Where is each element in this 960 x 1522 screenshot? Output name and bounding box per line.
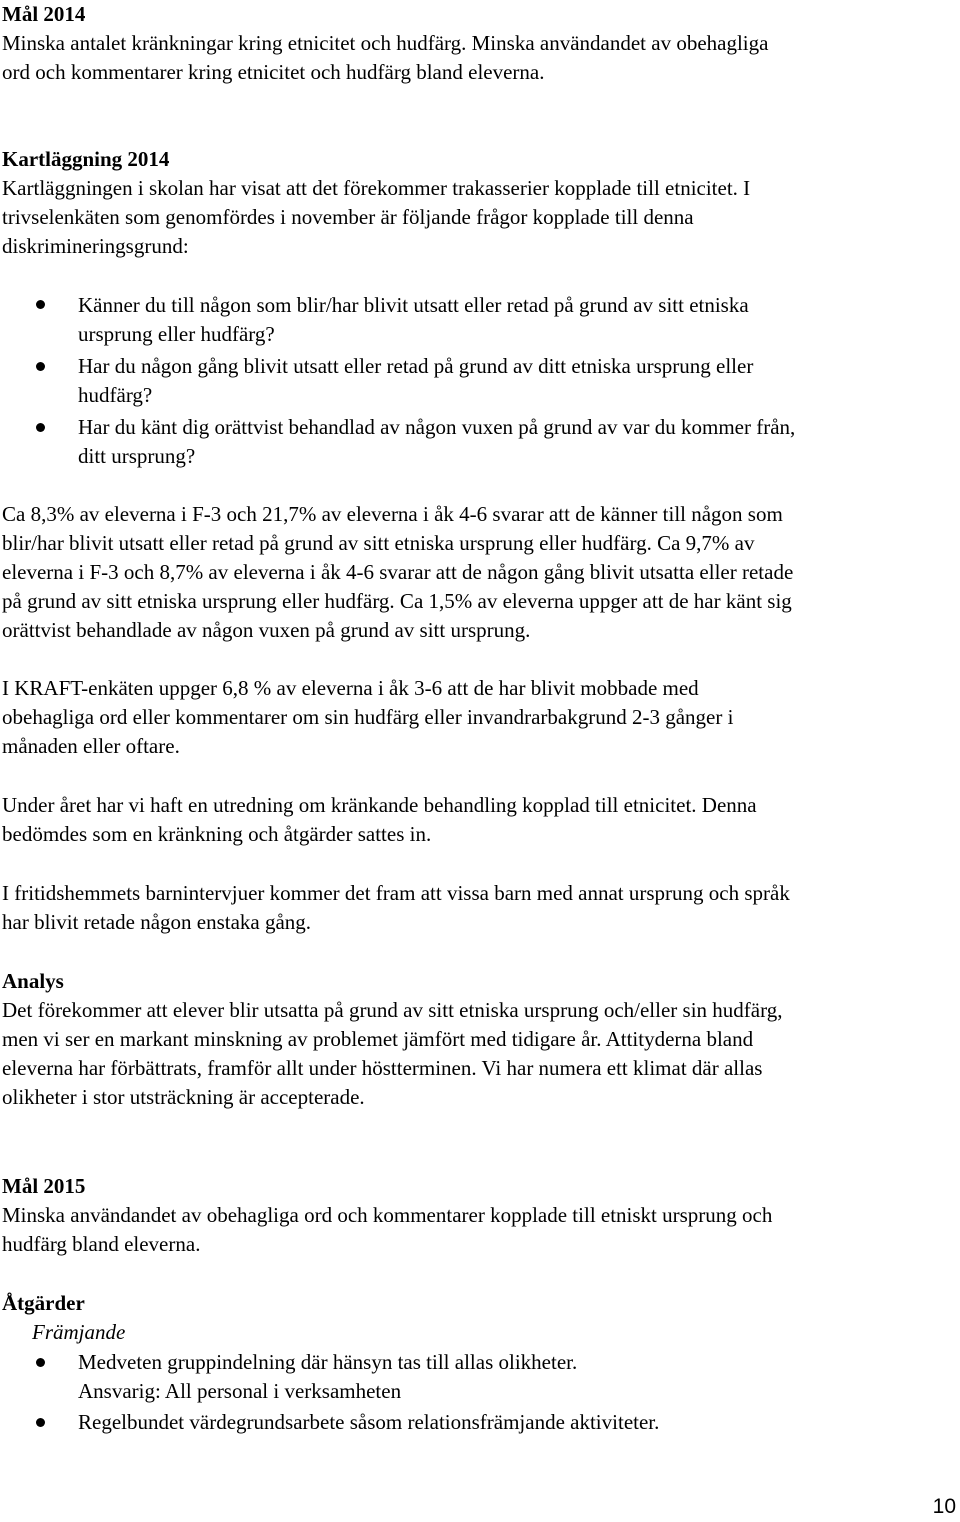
goal-2014-heading: Mål 2014 — [2, 2, 86, 26]
actions-heading: Åtgärder — [2, 1291, 85, 1315]
survey-2014-text-line: diskrimineringsgrund: — [2, 234, 189, 258]
survey-2014-text-line: Kartläggningen i skolan har visat att det förekommer trakasserier kopplade till etnicitet. I — [2, 176, 751, 200]
kraft-text-line: I KRAFT-enkäten uppger 6,8 % av eleverna i åk 3-6 att de har blivit mobbade med — [2, 676, 699, 700]
goal-2014-text-line: ord och kommentarer kring etnicitet och hudfärg bland eleverna. — [2, 60, 545, 84]
goal-2014-text-line: Minska antalet kränkningar kring etnicitet och hudfärg. Minska användandet av obehagliga — [2, 31, 769, 55]
analysis-heading: Analys — [2, 969, 64, 993]
fritids-text-line: I fritidshemmets barnintervjuer kommer det fram att vissa barn med annat ursprung och språk — [2, 881, 790, 905]
question-line: ditt ursprung? — [78, 444, 196, 468]
bullet-icon — [36, 1358, 45, 1367]
kraft-text-line: obehagliga ord eller kommentarer om sin hudfärg eller invandrarbakgrund 2-3 gånger i — [2, 705, 734, 729]
question-line: Har du någon gång blivit utsatt eller retad på grund av ditt etniska ursprung eller — [78, 354, 754, 378]
goal-2015-heading: Mål 2015 — [2, 1174, 86, 1198]
results-text-line: på grund av sitt etniska ursprung eller hudfärg. Ca 1,5% av eleverna uppger att de har känt sig — [2, 589, 792, 613]
survey-2014-text-line: trivselenkäten som genomfördes i november är följande frågor kopplade till denna — [2, 205, 694, 229]
goal-2015-text-line: hudfärg bland eleverna. — [2, 1232, 201, 1256]
analysis-text-line: eleverna har förbättrats, framför allt under höstterminen. Vi har numera ett klimat där allas — [2, 1056, 763, 1080]
bullet-icon — [36, 300, 45, 309]
question-line: hudfärg? — [78, 383, 153, 407]
results-text-line: blir/har blivit utsatt eller retad på grund av sitt etniska ursprung eller hudfärg. Ca 9,7% av — [2, 531, 755, 555]
results-text-line: Ca 8,3% av eleverna i F-3 och 21,7% av eleverna i åk 4-6 svarar att de känner till någon som — [2, 502, 783, 526]
page-number: 10 — [932, 1495, 956, 1518]
question-line: Känner du till någon som blir/har blivit utsatt eller retad på grund av sitt etniska — [78, 293, 749, 317]
action-responsible-line: Ansvarig: All personal i verksamheten — [78, 1379, 402, 1403]
question-line: Har du känt dig orättvist behandlad av någon vuxen på grund av var du kommer från, — [78, 415, 796, 439]
analysis-text-line: men vi ser en markant minskning av problemet jämfört med tidigare år. Attityderna bland — [2, 1027, 754, 1051]
bullet-icon — [36, 1418, 45, 1427]
bullet-icon — [36, 362, 45, 371]
goal-2015-text-line: Minska användandet av obehagliga ord och kommentarer kopplade till etniskt ursprung och — [2, 1203, 773, 1227]
analysis-text-line: Det förekommer att elever blir utsatta på grund av sitt etniska ursprung och/eller sin hudfärg, — [2, 998, 783, 1022]
investigation-text-line: Under året har vi haft en utredning om kränkande behandling kopplad till etnicitet. Denna — [2, 793, 757, 817]
action-item-line: Regelbundet värdegrundsarbete såsom relationsfrämjande aktiviteter. — [78, 1410, 660, 1434]
action-item-line: Medveten gruppindelning där hänsyn tas till allas olikheter. — [78, 1350, 578, 1374]
question-line: ursprung eller hudfärg? — [78, 322, 275, 346]
results-text-line: orättvist behandlade av någon vuxen på grund av sitt ursprung. — [2, 618, 531, 642]
investigation-text-line: bedömdes som en kränkning och åtgärder sattes in. — [2, 822, 432, 846]
kraft-text-line: månaden eller oftare. — [2, 734, 180, 758]
results-text-line: eleverna i F-3 och 8,7% av eleverna i åk 4-6 svarar att de någon gång blivit utsatta eller retade — [2, 560, 794, 584]
actions-subheading: Främjande — [32, 1320, 126, 1344]
fritids-text-line: har blivit retade någon enstaka gång. — [2, 910, 312, 934]
survey-2014-heading: Kartläggning 2014 — [2, 147, 170, 171]
bullet-icon — [36, 423, 45, 432]
analysis-text-line: olikheter i stor utsträckning är accepterade. — [2, 1085, 365, 1109]
